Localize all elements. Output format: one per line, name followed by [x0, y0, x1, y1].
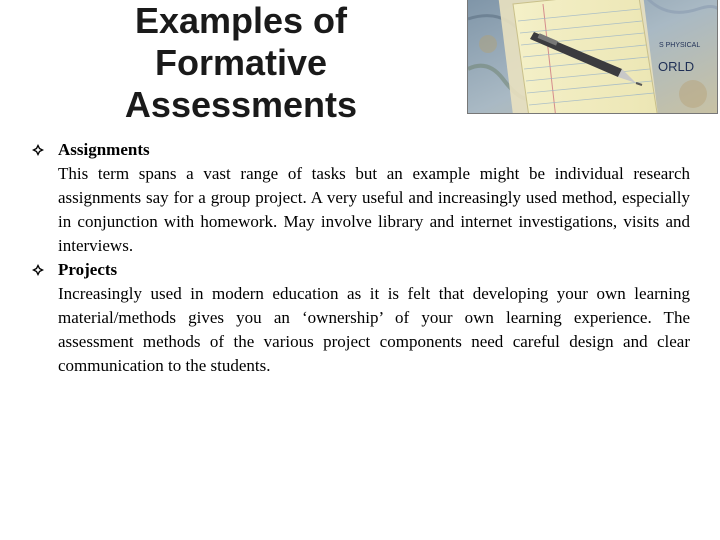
list-item-assignments	[30, 138, 690, 258]
diamond-bullet-icon	[30, 262, 46, 278]
map-text-1: S PHYSICAL	[659, 42, 701, 49]
map-text-2: ORLD	[658, 59, 695, 74]
bullet-list	[30, 138, 690, 378]
title-line-3: Assessments	[124, 84, 358, 125]
item-heading: Projects	[58, 260, 118, 279]
item-body: Increasingly used in modern education as it is felt that developing your own learning material/methods gives you an ‘ownership’ of your own learning experience. The assessment methods of the various project components need careful design and clear communication to the students.	[58, 284, 690, 375]
notepad-pen-image-icon	[468, 0, 718, 114]
notepad-photo	[467, 0, 718, 114]
diamond-bullet-icon	[30, 142, 46, 158]
item-heading: Assignments	[58, 140, 150, 159]
slide-title	[108, 0, 374, 126]
item-body: This term spans a vast range of tasks but an example might be individual research assignments say for a group project. A very useful and increasingly used method, especially in conjunction with homework. May involve library and internet investigations, visits and interviews.	[58, 164, 690, 255]
title-line-1: Examples of	[134, 0, 348, 41]
list-item-projects	[30, 258, 690, 378]
title-line-2: Formative	[154, 42, 328, 83]
